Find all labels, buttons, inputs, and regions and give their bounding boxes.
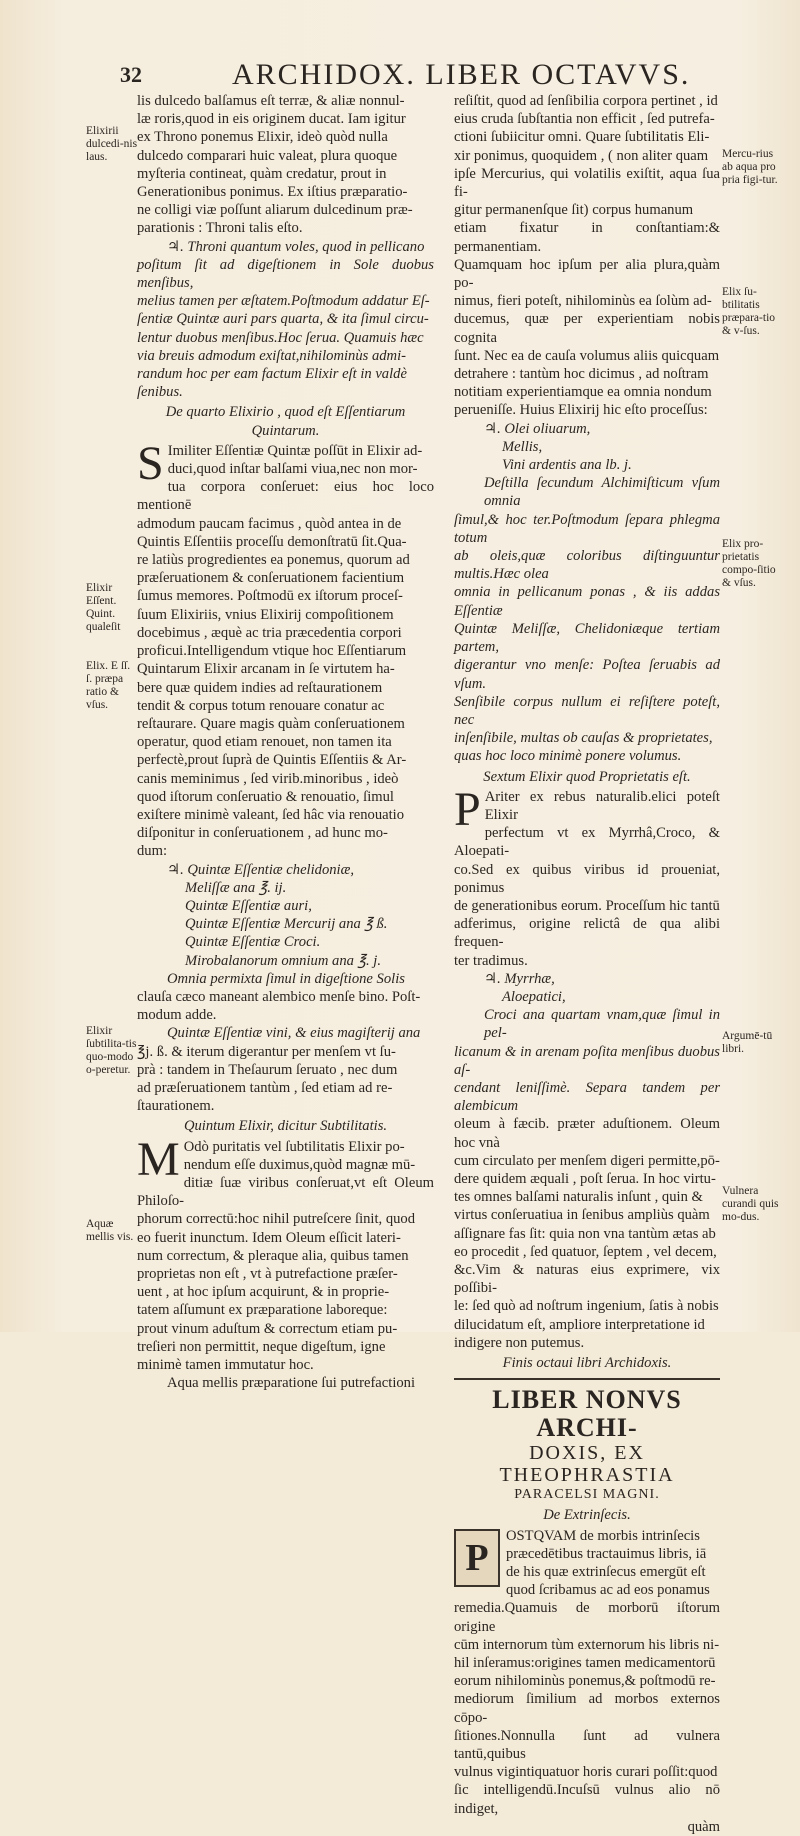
text-line: lentur duobus menſibus.Hoc ſerua. Quamuis hæc <box>137 329 424 346</box>
text-line: Imiliter Eſſentiæ Quintæ poſſūt in Elixir ad- <box>167 442 423 459</box>
right-para-4 <box>454 1006 720 1352</box>
text-line: ſentiæ Quintæ auri pars quarta, & ita ſimul circu- <box>137 311 429 328</box>
text-line: ſumus memores. Poſtmodū ex iſtorum proceſ- <box>137 588 403 605</box>
text-line: hil inſeramus:origines tamen medicamentorū <box>454 1655 716 1672</box>
text-line: indigere non putemus. <box>454 1334 585 1351</box>
text-line: aſſignare fas ſit: quia non vna tantùm ætas ab <box>454 1225 716 1242</box>
text-line: ad præſeruationem tantùm , ſed etiam ad re- <box>137 1079 393 1096</box>
right-column <box>454 92 720 1836</box>
text-line: Mirobalanorum omnium ana ℥. j. <box>185 952 381 969</box>
text-line: oleum à fæcib. præter aduſtionem. Oleum hoc vnà <box>454 1116 720 1151</box>
section-heading: De Extrinſecis. <box>543 1507 631 1524</box>
text-line: ducemus, quæ per experientiam nobis cognita <box>454 311 720 346</box>
right-para-3 <box>454 782 720 970</box>
text-line: poſitum ſit ad digeſtionem in Sole duobus menſibus, <box>137 256 434 292</box>
text-line: diſponitur in conſeruationem , ad hunc mo- <box>137 825 388 842</box>
text-line: digerantur vno menſe: Poſtea ſeruabis ad vſum. <box>454 657 720 692</box>
text-line: perfectè,prout ſuprà de Quintis Eſſentiis & Ar- <box>137 752 407 769</box>
text-line: Vini ardentis ana lb. j. <box>502 457 632 474</box>
text-line: co.Sed ex quibus viribus id proueniat, ponimus <box>454 861 720 896</box>
text-line: Croci ana quartam vnam,quæ ſimul in pel- <box>484 1007 720 1042</box>
text-line: remedia.Quamuis de morborū iſtorum origine <box>454 1600 720 1635</box>
text-line: læ roris,quod in eis originem ducat. Iam igitur <box>137 111 406 128</box>
text-line: exiſtere minimè valeant, ſed hâc via renouatio <box>137 806 405 823</box>
book-title-line-2: DOXIS, EX THEOPHRASTIA <box>499 1442 675 1487</box>
text-line: tendit & corpus totum renouare conatur ac <box>137 697 385 714</box>
right-para-2 <box>454 474 720 765</box>
text-line: nimus, fieri poteſt, nihilominùs ea ſolùm ad- <box>454 293 712 310</box>
text-line: Quintæ Meliſſæ, Chelidoniæque tertiam partem, <box>454 620 720 656</box>
text-line: modum adde. <box>137 1007 217 1024</box>
text-line: ipſe Mercurius, qui volatilis exiſtit, aqua ſua fi- <box>454 165 720 201</box>
text-line: ℥j. ß. & iterum digerantur per menſem vt ſu- <box>137 1043 396 1060</box>
margin-note: Elix pro-prietatis compo-ſitio & vſus. <box>722 538 776 589</box>
text-line: detrahere : tantùm hoc dicimus , ad noſtram <box>454 366 709 383</box>
text-line: tes omnes balſami naturalis inſunt , quin & <box>454 1189 703 1206</box>
text-line: cum circulato per menſem digeri permitte,pō- <box>454 1152 720 1169</box>
text-line: prà : tandem in Theſaurum ſeruato , nec dum <box>137 1061 398 1078</box>
text-line: Meliſſæ ana ℥. ij. <box>185 879 287 896</box>
text-line: inſenſibile, multas ob cauſas & proprietates, <box>454 730 713 747</box>
text-line: Ariter ex rebus naturalib.elici poteſt Elixir <box>484 788 720 823</box>
text-line: tatem aſſumunt ex præparatione laboreque: <box>137 1302 388 1319</box>
text-line: ne colligi viæ poſſunt aliarum dulcedinum præ- <box>137 202 413 219</box>
text-line: duci,quod inſtar balſami viua,nec non mor- <box>167 461 418 478</box>
text-line: proficui.Intelligendum vtique hoc Eſſentiarum <box>137 643 407 660</box>
text-line: Quintæ Eſſentiæ Mercurij ana ℥ ß. <box>185 916 388 933</box>
text-line: ab oleis,quæ coloribus diſtinguuntur multis.Hæc olea <box>454 548 720 583</box>
text-line: canis meminimus , ſed virib.minoribus , ideò <box>137 770 399 787</box>
text-line: Quintæ Eſſentiæ vini, & eius magiſterij ana <box>167 1025 421 1042</box>
text-line: eo procedit , ſed quatuor, ſeptem , vel decem, <box>454 1243 717 1260</box>
finis-line: Finis octaui libri Archidoxis. <box>502 1355 672 1372</box>
text-line: phorum correctū:hoc nihil putreſcere ſinit, quod <box>137 1211 416 1228</box>
text-line: reſiſtit, quod ad ſenſibilia corpora pertinet , id <box>454 93 718 109</box>
decorated-initial: P <box>454 1529 500 1587</box>
text-line: reſtaurare. Quare magis quàm conſeruationem <box>137 715 405 732</box>
text-line: tua corpora conſeruet: eius hoc loco mentionē <box>137 479 434 514</box>
page-header <box>0 58 800 90</box>
text-line: via breuis admodum exiſtat,nihilominùs admi- <box>137 347 407 364</box>
text-line: ctioni ſubiicitur omni. Quare ſubtilitatis Eli- <box>454 129 710 146</box>
text-line: ex Throno ponemus Elixir, ideò quòd nulla <box>137 129 388 146</box>
margin-note: Elix. E ſſ. ſ. præpa ratio & vſus. <box>86 660 131 711</box>
text-line: ſic intelligendū.Incuſsū vulnus alio nō indiget, <box>454 1782 720 1817</box>
left-para-3 <box>137 970 434 1025</box>
text-line: præcedētibus tractauimus libris, iā <box>506 1545 707 1562</box>
drop-cap: P <box>454 782 481 836</box>
text-line: cendant leniſſimè. Separa tandem per alembicum <box>454 1079 720 1115</box>
text-line: licanum & in arenam poſita menſibus duobus aſ- <box>454 1043 720 1078</box>
text-line: parationis : Throni talis eſto. <box>137 220 303 237</box>
text-line: prout vinum aduſtum & correctum etiam pu- <box>137 1320 398 1337</box>
text-line: Odò puritatis vel ſubtilitatis Elixir po- <box>183 1138 405 1155</box>
text-line: quas hoc loco minimè ponere volumus. <box>454 748 682 765</box>
section-rule <box>454 1378 720 1380</box>
text-line: vulnus vigintiquatuor horis curari poſſit:quod <box>454 1764 718 1781</box>
text-line: ſtaurationem. <box>137 1098 215 1115</box>
text-line: ſuum Elixiriis, vnius Elixirij compoſitionem <box>137 606 394 623</box>
text-line: Quintarum Elixir arcanam in ſe virtutem ha- <box>137 661 395 678</box>
text-line: ſimul,& hoc ter.Poſtmodum ſepara phlegma totum <box>454 511 720 546</box>
text-line: dum: <box>137 843 167 860</box>
text-line: nendum eſſe duximus,quòd magnæ mū- <box>183 1156 416 1173</box>
right-para-5 <box>454 1527 720 1836</box>
text-line: Aqua mellis præparatione ſui putrefactioni <box>167 1375 416 1392</box>
text-line: re latiùs progredientes ea ponemus, quorum ad <box>137 552 410 569</box>
text-line: quod ſcribamus ac ad eos ponamus <box>506 1582 710 1599</box>
text-line: myſteria contineat, quàm credatur, prout in <box>137 165 387 182</box>
margin-note: Elixir Eſſent. Quint. qualeſit <box>86 582 121 633</box>
text-line: admodum paucam facimus , quòd antea in de <box>137 515 402 532</box>
text-line: ſunt. Nec ea de cauſa volumus aliis quicquam <box>454 347 720 364</box>
text-line: xir ponimus, quoquidem , ( non aliter quam <box>454 147 709 164</box>
section-heading: Quintum Elixir, dicitur Subtilitatis. <box>183 1118 388 1135</box>
text-line: præſeruationem & conſeruationem facientium <box>137 570 405 587</box>
text-line: le: ſed quò ad noſtrum ingenium, ſatis à nobis <box>454 1298 719 1315</box>
text-line: Senſibile corpus nullum ei reſiſtere poteſt, nec <box>454 693 720 728</box>
text-line: randum hoc per eam factum Elixir eſt in valdè <box>137 366 407 383</box>
text-line: omnia in pellicanum ponas , & iis addas Eſſentiæ <box>454 584 720 619</box>
left-para-2 <box>137 436 434 861</box>
left-para-4 <box>137 1024 434 1115</box>
text-line: ſenibus. <box>137 384 183 401</box>
text-line: melius tamen per æſtatem.Poſtmodum addatur Eſ- <box>137 293 430 310</box>
right-recipe-2 <box>454 970 720 1006</box>
book-title-line-1: LIBER NONVS ARCHI- <box>492 1385 682 1443</box>
running-title: ARCHIDOX. LIBER OCTAVVS. <box>232 58 691 91</box>
text-line: Mellis, <box>502 438 543 455</box>
left-para-1 <box>137 92 434 238</box>
drop-cap: M <box>137 1132 180 1186</box>
margin-note: Vulnera curandi quis mo-dus. <box>722 1185 779 1223</box>
left-recipe-1 <box>137 238 434 402</box>
text-line: ſitiones.Nonnulla ſunt ad vulnera tantū,quibus <box>454 1727 720 1763</box>
text-line: Quintæ Eſſentiæ Croci. <box>185 934 321 951</box>
text-line: de generationibus eorum. Proceſſum hic tantū <box>454 897 720 914</box>
text-line: Deſtilla ſecundum Alchimiſticum vſum omnia <box>484 475 720 510</box>
section-heading: Sextum Elixir quod Proprietatis eſt. <box>483 768 691 785</box>
text-line: proprietas non eſt , vt à putrefactione præſer- <box>137 1266 398 1282</box>
left-recipe-2 <box>137 861 434 970</box>
text-line: de his quæ extrinſecus emergūt eſt <box>506 1564 706 1581</box>
text-line: ♃. Quintæ Eſſentiæ chelidoniæ, <box>167 861 354 878</box>
text-line: virtus conſeruatiua in ſenibus ampliùs quàm <box>454 1207 710 1224</box>
margin-note: Elixirii dulcedi-nis laus. <box>86 125 138 163</box>
right-recipe-1 <box>454 420 720 475</box>
text-line: eo fuerit inunctum. Idem Oleum eſſicit lateri- <box>137 1229 401 1246</box>
text-line: clauſa cæco maneant alembico menſe bino. Poſt- <box>137 988 421 1005</box>
text-line: gitur permanenſque ſit) corpus humanum <box>454 202 694 219</box>
text-line: Quintis Eſſentiis proceſſu demonſtratū ſit.Qua- <box>137 533 407 550</box>
text-line: &c.Vim & naturas eius exprimere, vix poſſibi- <box>454 1262 720 1297</box>
page-number: 32 <box>120 62 142 87</box>
left-column <box>137 92 434 1392</box>
margin-note: Mercu-rius ab aqua pro pria figi-tur. <box>722 148 778 186</box>
text-line: eorum nihilominùs ponemus,& poſtmodū re- <box>454 1673 716 1690</box>
text-line: Quintæ Eſſentiæ auri, <box>185 897 312 914</box>
catchword: quàm <box>687 1818 720 1835</box>
margin-note: Argumē-tū libri. <box>722 1030 773 1055</box>
text-line: cūm internorum tùm externorum his libris ni- <box>454 1636 720 1653</box>
margin-note: Elix ſu-btilitatis præpara-tio & v-ſus. <box>722 286 776 337</box>
text-line: perueniſſe. Huius Elixirij hic eſto proceſſus: <box>454 402 708 419</box>
text-line: dere quidem æquali , poſt ſerua. In hoc virtu- <box>454 1170 716 1187</box>
left-para-5 <box>137 1132 434 1375</box>
text-line: OSTQVAM de morbis intrinſecis <box>506 1527 700 1544</box>
drop-cap: S <box>137 436 164 490</box>
text-line: uent , at hoc ipſum acquirunt, & in proprie- <box>137 1284 390 1301</box>
text-line: Omnia permixta ſimul in digeſtione Solis <box>167 970 405 987</box>
text-line: bere quæ quidem indies ad reſtaurationem <box>137 679 383 696</box>
text-line: Aloepatici, <box>502 988 566 1005</box>
text-line: ♃. Myrrhæ, <box>484 970 555 987</box>
text-line: etiam fixatur in conſtantiam:& permanentiam. <box>454 220 720 255</box>
margin-note: Elixir ſubtilita-tis quo-modo o-peretur. <box>86 1025 137 1076</box>
text-line: minimè tamen immutatur hoc. <box>137 1357 314 1374</box>
book-title-line-3: PARACELSI MAGNI. <box>514 1487 660 1503</box>
text-line: ♃. Olei oliuarum, <box>484 420 591 437</box>
text-line: dulcedo comparari huic valeat, plura quoque <box>137 147 398 164</box>
right-para-1 <box>454 92 720 420</box>
text-line: ♃. Throni quantum voles, quod in pellicano <box>167 238 425 255</box>
text-line: lis dulcedo balſamus eſt terræ, & aliæ nonnul- <box>137 93 405 109</box>
text-line: dilucidatum eſt, ampliore interpretatione id <box>454 1316 705 1333</box>
text-line: ter tradimus. <box>454 952 528 969</box>
text-line: mediorum ſimilium ad morbos externos cōpo- <box>454 1691 720 1726</box>
text-line: ditiæ ſuæ viribus conſeruat,vt eſt Oleum Philoſo- <box>137 1174 434 1210</box>
text-line: treſieri non permittit, neque digeſtum, igne <box>137 1338 386 1355</box>
section-heading: De quarto Elixirio , quod eſt Eſſentiarum Quintarum. <box>165 404 406 439</box>
text-line: operatur, quod etiam renouet, non tamen ita <box>137 734 392 751</box>
text-line: num correctum, & pleraque alia, quibus tamen <box>137 1247 409 1264</box>
text-line: eius cruda ſubſtantia non efficit , ſed putrefa- <box>454 111 715 128</box>
text-line: docebimus , æquè ac tria præcedentia corpori <box>137 624 402 641</box>
text-line: Quamquam hoc ipſum per alia plura,quàm po- <box>454 256 720 292</box>
text-line: notitiam experientiamque ea omnia nondum <box>454 384 712 401</box>
text-line: Generationibus ponimus. Ex iſtius præparatio- <box>137 184 408 201</box>
text-line: quod iſtorum conſeruatio & renouatio, ſimul <box>137 788 394 805</box>
text-line: perfectum vt ex Myrrhâ,Croco, & Aloepati- <box>454 825 720 860</box>
text-line: adferimus, origine relictâ de qua alibi frequen- <box>454 916 720 951</box>
margin-note: Aquæ mellis vis. <box>86 1218 134 1243</box>
